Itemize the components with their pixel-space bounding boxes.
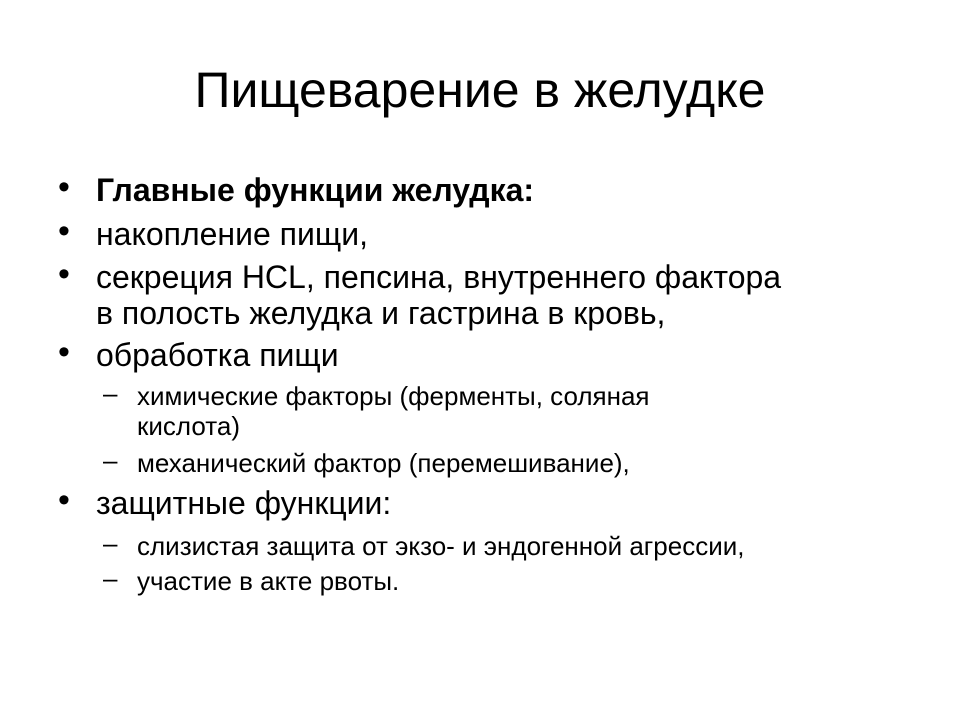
slide-title: Пищеварение в желудке xyxy=(194,62,766,118)
bullet-icon: • xyxy=(58,212,70,250)
subitem-text: слизистая защита от экзо- и эндогенной агрессии, xyxy=(137,531,745,561)
subitem-text-line2: кислота) xyxy=(137,411,240,441)
subitem-text: участие в акте рвоты. xyxy=(137,566,400,596)
item-text-line2: в полость желудка и гастрина в кровь, xyxy=(96,295,666,331)
item-text: обработка пищи xyxy=(96,337,339,373)
dash-icon: – xyxy=(103,378,118,408)
dash-icon: – xyxy=(103,528,118,558)
bullet-icon: • xyxy=(58,255,70,293)
item-text-line1: секреция HCL, пепсина, внутреннего фактора xyxy=(96,259,782,295)
bullet-icon: • xyxy=(58,333,70,371)
item-text: Главные функции желудка: xyxy=(96,172,535,208)
item-text: защитные функции: xyxy=(96,485,392,521)
subitem-text: механический фактор (перемешивание), xyxy=(137,448,630,478)
dash-icon: – xyxy=(103,445,118,475)
dash-icon: – xyxy=(103,563,118,593)
subitem-text-line1: химические факторы (ферменты, соляная xyxy=(137,381,650,411)
bullet-icon: • xyxy=(58,168,70,206)
bullet-icon: • xyxy=(58,481,70,519)
item-text: накопление пищи, xyxy=(96,216,368,252)
